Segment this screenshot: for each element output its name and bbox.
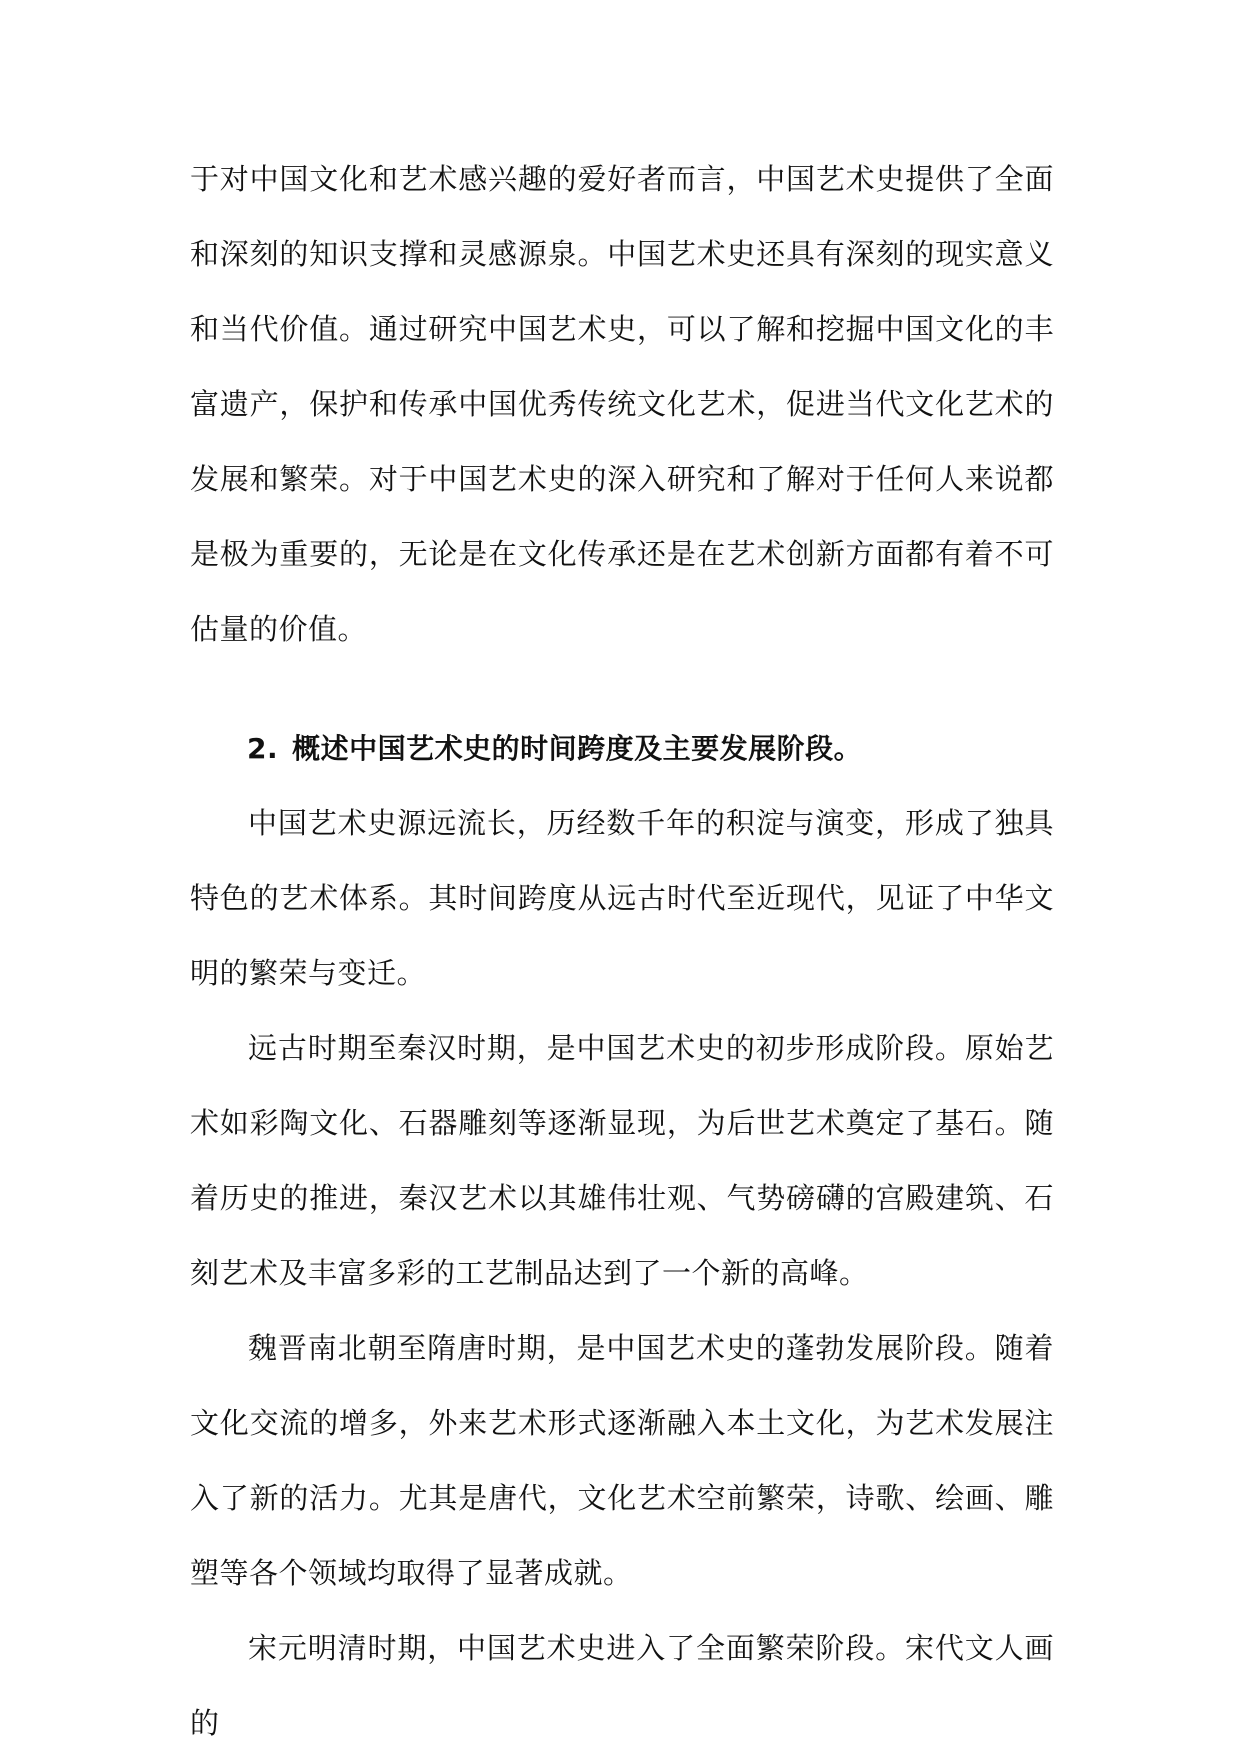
continued-paragraph: 于对中国文化和艺术感兴趣的爱好者而言，中国艺术史提供了全面和深刻的知识支撑和灵感源泉。中国艺术史还具有深刻的现实意义和当代价值。通过研究中国艺术史，可以了解和挖掘中国文化的丰富遗产，保护和传承中国优秀传统文化艺术，促进当代文化艺术的发展和繁荣。对于中国艺术史的深入研究和了解对于任何人来说都是极为重要的，无论是在文化传承还是在艺术创新方面都有着不可估量的价值。 [190,162,1054,646]
section-heading [190,711,1054,786]
body-paragraph: 宋元明清时期，中国艺术史进入了全面繁荣阶段。宋代文人画的 [190,1631,1054,1740]
body-paragraph: 魏晋南北朝至隋唐时期，是中国艺术史的蓬勃发展阶段。随着文化交流的增多，外来艺术形式逐渐融入本土文化，为艺术发展注入了新的活力。尤其是唐代，文化艺术空前繁荣，诗歌、绘画、雕塑等各个领域均取得了显著成就。 [190,1331,1054,1590]
body-paragraph: 中国艺术史源远流长，历经数千年的积淀与演变，形成了独具特色的艺术体系。其时间跨度从远古时代至近现代，见证了中华文明的繁荣与变迁。 [190,806,1054,990]
document-page [190,142,1054,1761]
body-paragraph: 远古时期至秦汉时期，是中国艺术史的初步形成阶段。原始艺术如彩陶文化、石器雕刻等逐渐显现，为后世艺术奠定了基石。随着历史的推进，秦汉艺术以其雄伟壮观、气势磅礴的宫殿建筑、石刻艺术及丰富多彩的工艺制品达到了一个新的高峰。 [190,1031,1054,1290]
section-number: 2. [247,732,279,765]
section-spacer [190,667,1054,711]
section-title: 概述中国艺术史的时间跨度及主要发展阶段。 [292,732,863,765]
